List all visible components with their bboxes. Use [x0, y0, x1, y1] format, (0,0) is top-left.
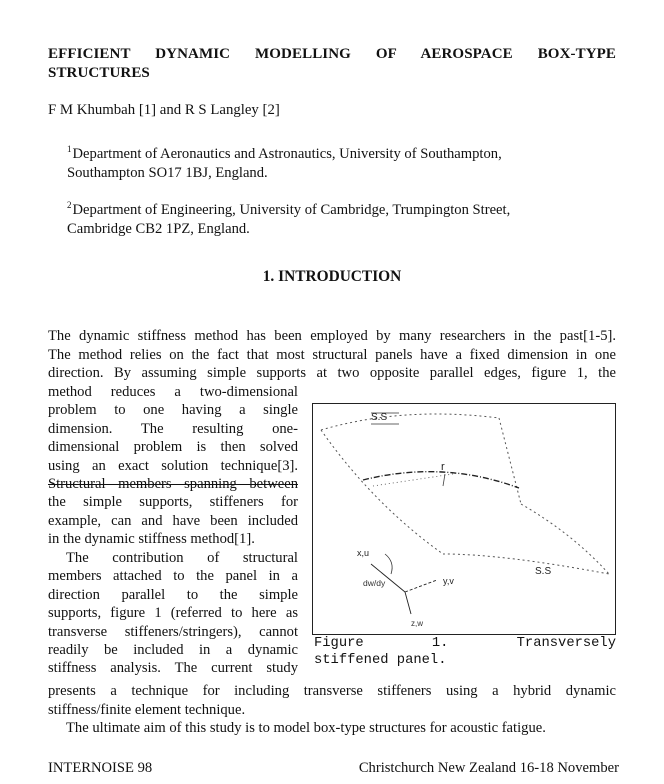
- affiliation-line: Department of Aeronautics and Astronautics, University of Southampton,: [72, 146, 502, 162]
- affiliation-number: 2: [67, 200, 72, 210]
- text-line: using an exact solution technique[3].: [48, 457, 298, 474]
- paragraph-3: [66, 719, 616, 738]
- stiffener-tick: [443, 474, 445, 486]
- figure-1: [312, 403, 616, 635]
- rotation-arrow: [385, 554, 392, 574]
- authors: F M Khumbah [1] and R S Langley [2]: [48, 102, 280, 118]
- label-ss-right: S.S: [535, 566, 552, 577]
- panel-left-edge: [321, 430, 443, 554]
- affiliation-2: [67, 196, 616, 239]
- label-y-v: y,v: [443, 576, 454, 586]
- paragraph-1-column: [48, 383, 298, 549]
- panel-bottom-edge: [443, 554, 609, 574]
- text-line: The ultimate aim of this study is to model box-type structures for acoustic fatigue.: [66, 720, 546, 736]
- footer-conference: INTERNOISE 98: [48, 760, 153, 776]
- label-x-u: x,u: [357, 548, 370, 558]
- affiliation-line: Southampton SO17 1BJ, England.: [67, 165, 268, 181]
- text-line: readily be included in a dynamic: [48, 642, 298, 659]
- text-line: The contribution of structural: [66, 550, 298, 566]
- paragraph-1-full-width: [48, 327, 616, 383]
- text-line: method reduces a two-dimensional: [48, 384, 298, 400]
- footer-location-date: Christchurch New Zealand 16-18 November: [358, 760, 619, 776]
- figure-caption: [314, 636, 616, 669]
- text-line: direction. By assuming simple supports at two opposite parallel edges, figure 1, the: [48, 365, 616, 382]
- panel-right-edge-lower: [521, 504, 609, 574]
- affiliation-line: Department of Engineering, University of Cambridge, Trumpington Street,: [72, 202, 511, 218]
- paragraph-2-full-width: [48, 682, 616, 719]
- paragraph-2-column: [48, 549, 298, 678]
- text-line: stiffness/finite element technique.: [48, 701, 246, 718]
- text-line: example, can and have been included: [48, 512, 298, 529]
- text-line: The method relies on the fact that most structural panels have a fixed dimension in one: [48, 346, 616, 363]
- caption-line: Figure 1. Transversely: [314, 636, 616, 651]
- text-line: presents a technique for including transverse stiffeners using a hybrid dynamic: [48, 683, 616, 699]
- affiliation-line: Cambridge CB2 1PZ, England.: [67, 221, 250, 237]
- panel-right-edge-upper: [499, 418, 521, 504]
- text-line: transverse stiffeners/stringers), cannot: [48, 623, 298, 640]
- label-stiffener: r: [441, 461, 445, 473]
- text-line: in the dynamic stiffness method[1].: [48, 531, 255, 548]
- text-line: The dynamic stiffness method has been employed by many researchers in the past[1-5].: [48, 328, 616, 344]
- figure-drawing: [313, 404, 615, 634]
- text-line: supports, figure 1 (referred to here as: [48, 605, 298, 622]
- paper-title: EFFICIENT DYNAMIC MODELLING OF AEROSPACE BOX-TYPE STRUCTURES: [48, 46, 616, 81]
- y-axis-arrow: [405, 580, 437, 592]
- caption-line: stiffened panel.: [314, 652, 447, 668]
- transverse-stiffener: [363, 472, 519, 488]
- label-dw-dy: dw/dy: [363, 578, 386, 588]
- affiliation-number: 1: [67, 144, 72, 154]
- text-line: members attached to the panel in a: [48, 568, 298, 585]
- text-line: dimensional problem is then solved: [48, 439, 298, 456]
- z-axis-arrow: [405, 592, 411, 614]
- text-line: stiffness analysis. The current study: [48, 660, 298, 677]
- text-line: dimension. The resulting one-: [48, 420, 298, 437]
- panel-top-edge: [321, 414, 499, 430]
- label-z-w: z,w: [411, 619, 423, 628]
- text-line: Structural members spanning between: [48, 476, 298, 493]
- affiliation-1: [67, 140, 616, 183]
- text-line: the simple supports, stiffeners for: [48, 494, 298, 511]
- text-line: problem to one having a single: [48, 402, 298, 419]
- section-heading: 1. INTRODUCTION: [262, 268, 402, 285]
- label-ss-top: S.S: [371, 412, 388, 423]
- text-line: direction parallel to the simple: [48, 586, 298, 603]
